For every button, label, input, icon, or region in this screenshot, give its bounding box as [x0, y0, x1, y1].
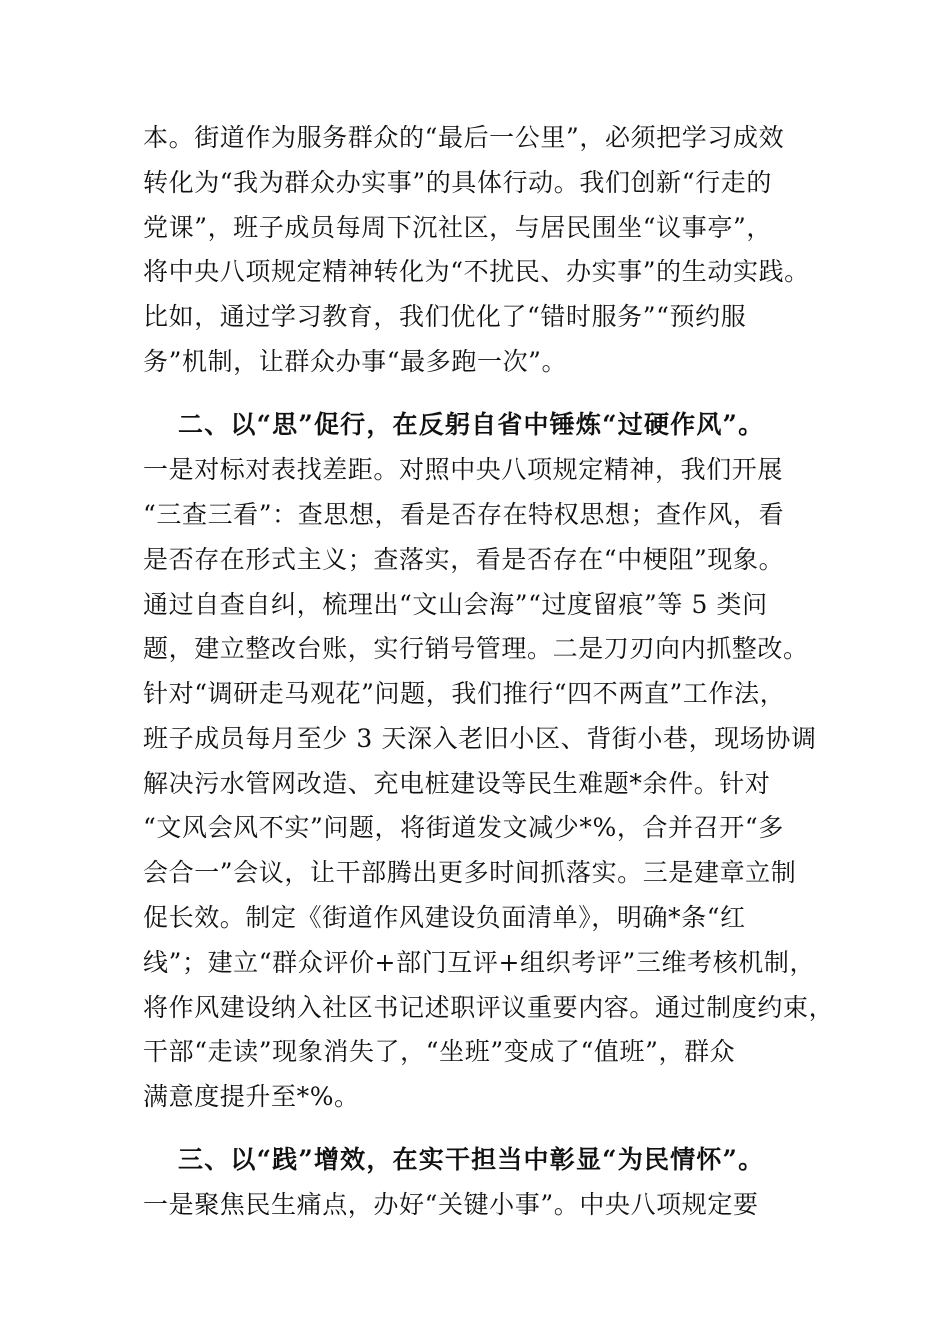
paragraph-line: 会合一”会议，让干部腾出更多时间抓落实。三是建章立制: [143, 858, 797, 887]
paragraph-line: 是否存在形式主义；查落实，看是否存在“中梗阻”现象。: [143, 545, 785, 574]
paragraph-line: 将中央八项规定精神转化为“不扰民、办实事”的生动实践。: [143, 257, 810, 286]
paragraph-line: “文风会风不实”问题，将街道发文减少*%，合并召开“多: [143, 813, 784, 842]
paragraph-line: 题，建立整改台账，实行销号管理。二是刀刃向内抓整改。: [143, 634, 809, 663]
paragraph-line: 班子成员每月至少 3 天深入老旧小区、背街小巷，现场协调: [143, 724, 817, 753]
paragraph-line: 干部“走读”现象消失了，“坐班”变成了“值班”，群众: [143, 1037, 736, 1066]
paragraph-line: 务”机制，让群众办事“最多跑一次”。: [143, 347, 568, 376]
paragraph-line: 一是聚焦民生痛点，办好“关键小事”。中央八项规定要: [143, 1190, 759, 1219]
paragraph-line: 比如，通过学习教育，我们优化了“错时服务”“预约服: [143, 302, 747, 331]
paragraph-line: 满意度提升至*%。: [143, 1082, 360, 1111]
paragraph-line: 线”；建立“群众评价+部门互评+组织考评”三维考核机制，: [143, 948, 816, 977]
paragraph-line: 通过自查自纠，梳理出“文山会海”“过度留痕”等 5 类问: [143, 590, 768, 619]
paragraph-line: 一是对标对表找差距。对照中央八项规定精神，我们开展: [143, 455, 784, 484]
section-heading: 二、以“思”促行，在反躬自省中锤炼“过硬作风”。: [178, 410, 765, 439]
paragraph-line: 促长效。制定《街道作风建设负面清单》，明确*条“红: [143, 903, 746, 932]
paragraph-line: 本。街道作为服务群众的“最后一公里”，必须把学习成效: [143, 123, 785, 152]
paragraph-line: 转化为“我为群众办实事”的具体行动。我们创新“行走的: [143, 168, 772, 197]
paragraph-line: 党课”，班子成员每周下沉社区，与居民围坐“议事亭”，: [143, 213, 772, 242]
paragraph-line: 将作风建设纳入社区书记述职评议重要内容。通过制度约束，: [143, 993, 835, 1022]
paragraph-line: “三查三看”：查思想，看是否存在特权思想；查作风，看: [143, 500, 785, 529]
section-heading: 三、以“践”增效，在实干担当中彰显“为民情怀”。: [178, 1145, 765, 1174]
paragraph-line: 解决污水管网改造、充电桩建设等民生难题*余件。针对: [143, 769, 771, 798]
paragraph-line: 针对“调研走马观花”问题，我们推行“四不两直”工作法，: [143, 679, 786, 708]
